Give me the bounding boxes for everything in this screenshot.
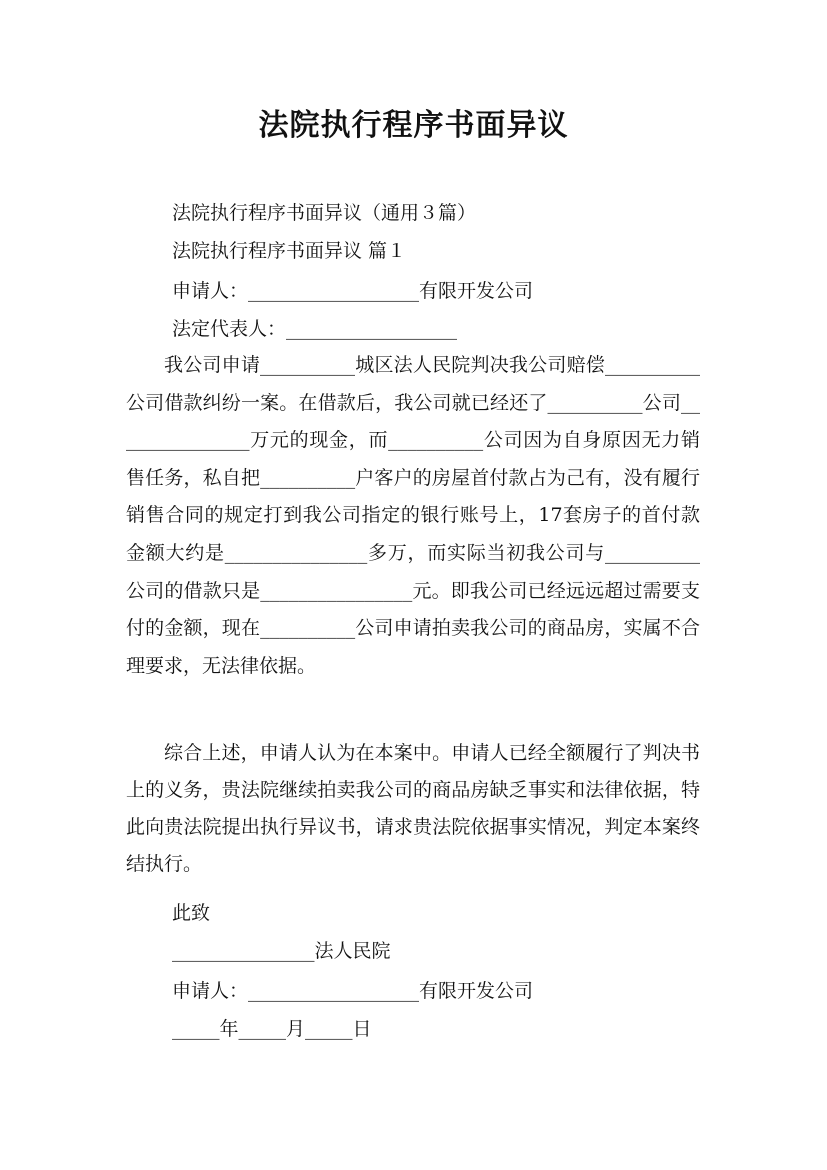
- section-heading: 法院执行程序书面异议 篇１: [172, 240, 407, 262]
- legal-representative-line: 法定代表人：__________________: [172, 318, 458, 340]
- paragraph-objection-facts: 我公司申请__________城区法人民院判决我公司赔偿__________公司借款纠纷一案。在借款后，我公司就已经还了__________公司_______________万元的现金，而__________公司因为自身原因无力销售任务，私自把__________户客户的房屋首付款占为己有，没有履行销售合同的规定打到我公司指定的银行账号上，17套房子的首付款金额大约是_______________多万，而实际当初我公司与__________公司的借款只是________________元。即我公司已经远远超过需要支付的金额，现在__________公司申请拍卖我公司的商品房，实属不合理要求，无法律依据。: [126, 354, 700, 677]
- document-title: 法院执行程序书面异议: [258, 108, 569, 143]
- paragraph-conclusion: 综合上述，申请人认为在本案中。申请人已经全额履行了判决书上的义务，贵法院继续拍卖我公司的商品房缺乏事实和法律依据，特此向贵法院提出执行异议书，请求贵法院依据事实情况，判定本案终结执行。: [126, 742, 700, 875]
- court-line: _______________法人民院: [172, 940, 391, 962]
- document-subtitle: 法院执行程序书面异议（通用３篇）: [172, 202, 477, 224]
- salutation: 此致: [172, 902, 211, 924]
- date-line: _____年_____月_____日: [172, 1018, 372, 1040]
- applicant-line: 申请人：__________________有限开发公司: [172, 280, 534, 302]
- applicant-signature-line: 申请人：__________________有限开发公司: [172, 980, 534, 1002]
